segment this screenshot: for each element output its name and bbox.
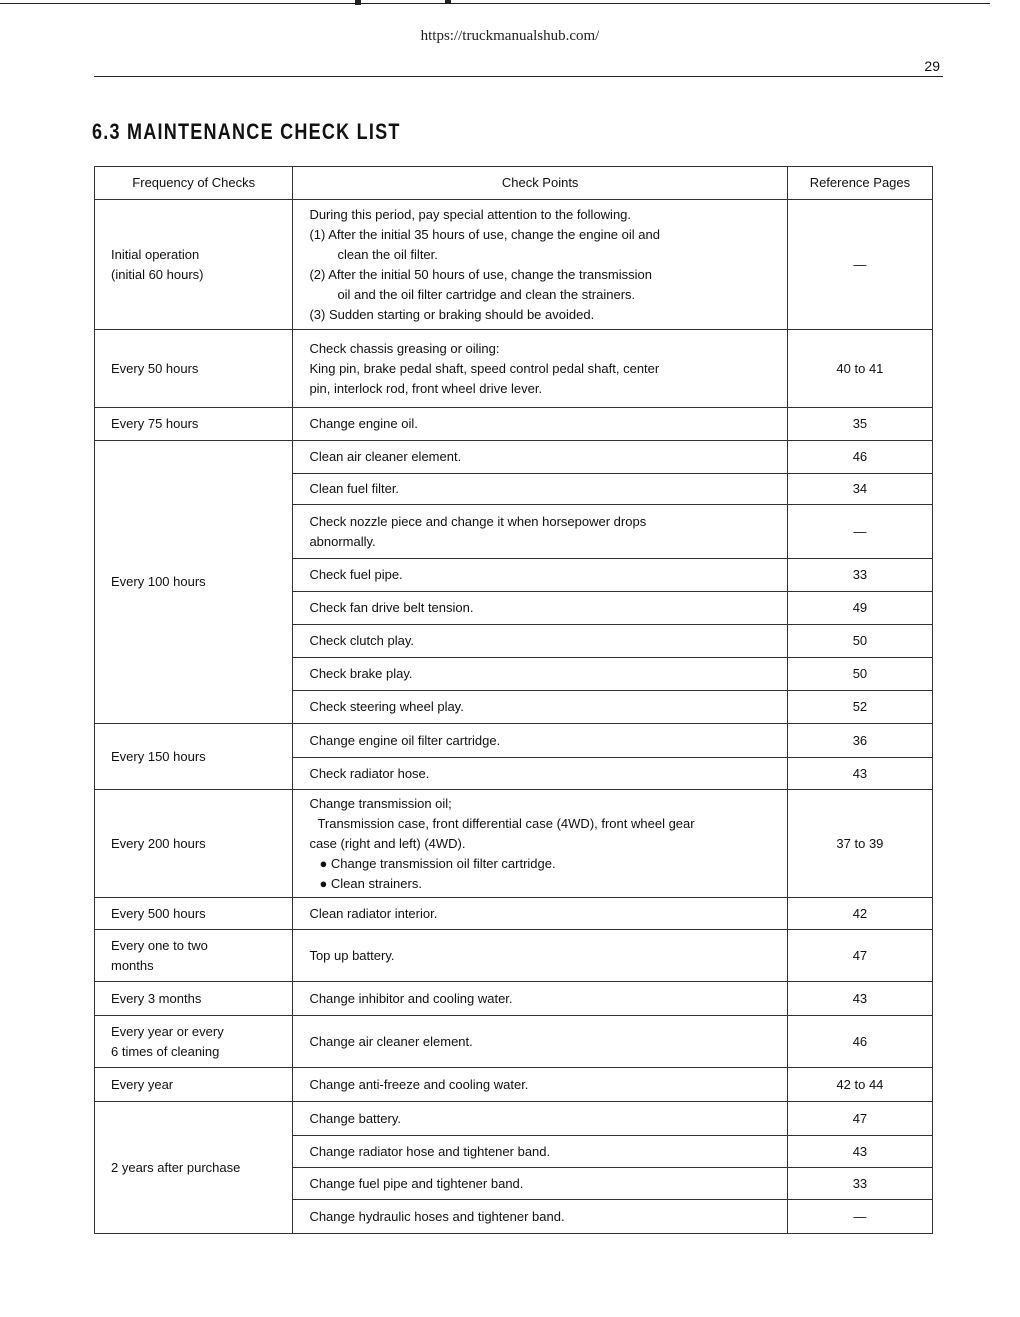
reference-cell: 33 <box>787 559 932 592</box>
check-cell: Change air cleaner element. <box>293 1016 787 1068</box>
check-text: Change transmission oil; <box>309 795 452 811</box>
section-title: 6.3 MAINTENANCE CHECK LIST <box>92 119 401 144</box>
reference-cell: 42 to 44 <box>787 1068 932 1102</box>
frequency-cell: Every 500 hours <box>95 898 293 930</box>
reference-cell: 33 <box>787 1168 932 1200</box>
top-rule-mark <box>355 0 361 5</box>
check-text: ● Change transmission oil filter cartridge. <box>319 855 556 871</box>
check-cell <box>293 505 787 559</box>
reference-cell: — <box>787 200 932 330</box>
check-text: pin, interlock rod, front wheel drive lever. <box>309 380 543 396</box>
reference-cell: 40 to 41 <box>787 330 932 408</box>
frequency-cell: Every 100 hours <box>95 441 293 724</box>
reference-cell: 50 <box>787 658 932 691</box>
check-text: abnormally. <box>309 533 376 549</box>
table-row <box>95 930 933 982</box>
reference-cell: 43 <box>787 982 932 1016</box>
frequency-cell: Every year <box>95 1068 293 1102</box>
reference-cell: 46 <box>787 1016 932 1068</box>
table-row <box>95 1068 933 1102</box>
reference-cell: 47 <box>787 1102 932 1136</box>
check-text: (1) After the initial 35 hours of use, change the engine oil and <box>309 226 660 242</box>
check-text: Check nozzle piece and change it when horsepower drops <box>309 513 647 529</box>
check-cell: Clean fuel filter. <box>293 474 787 505</box>
check-cell: Top up battery. <box>293 930 787 982</box>
frequency-cell <box>95 1016 293 1068</box>
table-row <box>95 1102 933 1136</box>
check-text: During this period, pay special attention to the following. <box>309 206 632 222</box>
reference-cell: 49 <box>787 592 932 625</box>
check-text: (3) Sudden starting or braking should be avoided. <box>309 306 595 322</box>
source-url[interactable]: https://truckmanualshub.com/ <box>420 28 600 44</box>
reference-cell: 36 <box>787 724 932 758</box>
header-rule <box>94 76 943 77</box>
check-cell: Change inhibitor and cooling water. <box>293 982 787 1016</box>
check-cell: Change hydraulic hoses and tightener band. <box>293 1200 787 1234</box>
reference-cell: 43 <box>787 1136 932 1168</box>
reference-cell: — <box>787 505 932 559</box>
table-row <box>95 200 933 330</box>
check-text: Check chassis greasing or oiling: <box>309 340 500 356</box>
check-cell: Clean radiator interior. <box>293 898 787 930</box>
check-cell: Change anti-freeze and cooling water. <box>293 1068 787 1102</box>
frequency-cell: Every 3 months <box>95 982 293 1016</box>
frequency-text: (initial 60 hours) <box>111 266 204 282</box>
reference-cell: 47 <box>787 930 932 982</box>
frequency-cell <box>95 200 293 330</box>
reference-cell: 42 <box>787 898 932 930</box>
column-header-check-points: Check Points <box>293 167 787 200</box>
check-cell: Check clutch play. <box>293 625 787 658</box>
check-cell: Change engine oil. <box>293 408 787 441</box>
check-text: case (right and left) (4WD). <box>309 835 466 851</box>
reference-cell: 35 <box>787 408 932 441</box>
check-cell: Change radiator hose and tightener band. <box>293 1136 787 1168</box>
check-cell: Check radiator hose. <box>293 758 787 790</box>
reference-cell: 43 <box>787 758 932 790</box>
check-text: Transmission case, front differential case (4WD), front wheel gear <box>317 815 695 831</box>
frequency-text: 6 times of cleaning <box>111 1043 220 1059</box>
check-cell: Change engine oil filter cartridge. <box>293 724 787 758</box>
reference-cell: 46 <box>787 441 932 474</box>
check-cell <box>293 200 787 330</box>
reference-cell: — <box>787 1200 932 1234</box>
check-cell: Check fuel pipe. <box>293 559 787 592</box>
table-row <box>95 330 933 408</box>
check-text: clean the oil filter. <box>337 246 438 262</box>
column-header-reference-pages: Reference Pages <box>787 167 932 200</box>
top-rule-mark <box>445 0 451 4</box>
table-row <box>95 982 933 1016</box>
page-number: 29 <box>924 58 940 74</box>
table-row <box>95 408 933 441</box>
reference-cell: 34 <box>787 474 932 505</box>
check-cell <box>293 790 787 898</box>
frequency-cell: Every 75 hours <box>95 408 293 441</box>
check-text: (2) After the initial 50 hours of use, change the transmission <box>309 266 652 282</box>
frequency-text: Every year or every <box>111 1023 224 1039</box>
check-cell <box>293 330 787 408</box>
frequency-cell: Every 50 hours <box>95 330 293 408</box>
check-cell: Change fuel pipe and tightener band. <box>293 1168 787 1200</box>
reference-cell: 50 <box>787 625 932 658</box>
check-text: King pin, brake pedal shaft, speed control pedal shaft, center <box>309 360 660 376</box>
check-cell: Clean air cleaner element. <box>293 441 787 474</box>
check-cell: Check fan drive belt tension. <box>293 592 787 625</box>
table-row <box>95 1016 933 1068</box>
frequency-text: Every one to two <box>111 937 208 953</box>
table-row <box>95 441 933 474</box>
column-header-frequency: Frequency of Checks <box>95 167 293 200</box>
frequency-text: Initial operation <box>111 246 200 262</box>
table-row <box>95 898 933 930</box>
check-cell: Change battery. <box>293 1102 787 1136</box>
frequency-cell <box>95 930 293 982</box>
check-text: oil and the oil filter cartridge and clean the strainers. <box>337 286 636 302</box>
reference-cell: 37 to 39 <box>787 790 932 898</box>
maintenance-check-table <box>94 166 933 1234</box>
frequency-cell: Every 200 hours <box>95 790 293 898</box>
frequency-cell: 2 years after purchase <box>95 1102 293 1234</box>
table-row <box>95 724 933 758</box>
check-cell: Check steering wheel play. <box>293 691 787 724</box>
check-text: ● Clean strainers. <box>319 875 422 891</box>
top-border-rule <box>0 3 990 4</box>
reference-cell: 52 <box>787 691 932 724</box>
frequency-cell: Every 150 hours <box>95 724 293 790</box>
table-row <box>95 790 933 898</box>
frequency-text: months <box>111 957 154 973</box>
table-header-row <box>95 167 933 200</box>
check-cell: Check brake play. <box>293 658 787 691</box>
